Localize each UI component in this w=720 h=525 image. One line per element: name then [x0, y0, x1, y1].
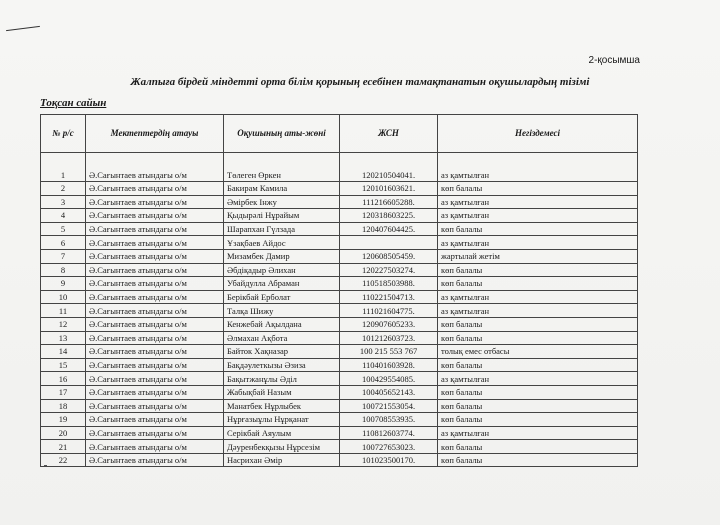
- iin-cell: 120608505459.: [340, 249, 438, 263]
- table-row: [41, 182, 638, 196]
- table-row: [41, 290, 638, 304]
- school-cell: Ә.Сағынтаев атындағы о/м: [86, 304, 224, 318]
- student-name-cell: Жабықбай Назым: [224, 385, 340, 399]
- iin-cell: 100727653023.: [340, 440, 438, 454]
- basis-cell: жартылай жетім: [438, 249, 638, 263]
- row-number: 21: [41, 440, 86, 454]
- col-header-number: № р/с: [41, 115, 86, 153]
- student-name-cell: Нұрғазыұлы Нұрқанат: [224, 413, 340, 427]
- table-row: [41, 153, 638, 182]
- basis-cell: аз қамтылған: [438, 209, 638, 223]
- school-cell: Ә.Сағынтаев атындағы о/м: [86, 153, 224, 182]
- iin-cell: 120907605233.: [340, 317, 438, 331]
- student-name-cell: Байток Хақназар: [224, 345, 340, 359]
- student-name-cell: Мизамбек Дамир: [224, 249, 340, 263]
- basis-cell: аз қамтылған: [438, 153, 638, 182]
- student-name-cell: Серікбай Аяулым: [224, 426, 340, 440]
- table-row: [41, 413, 638, 427]
- school-cell: Ә.Сағынтаев атындағы о/м: [86, 277, 224, 291]
- row-number: 17: [41, 385, 86, 399]
- table-row: [41, 399, 638, 413]
- iin-cell: 101212603723.: [340, 331, 438, 345]
- basis-cell: толық емес отбасы: [438, 345, 638, 359]
- table-row: [41, 358, 638, 372]
- row-number: 4: [41, 209, 86, 223]
- school-cell: Ә.Сағынтаев атындағы о/м: [86, 399, 224, 413]
- row-number: 1: [41, 153, 86, 182]
- basis-cell: көп балалы: [438, 440, 638, 454]
- school-cell: Ә.Сағынтаев атындағы о/м: [86, 182, 224, 196]
- table-row: [41, 304, 638, 318]
- student-name-cell: Насрихан Әмір: [224, 453, 340, 467]
- student-name-cell: Әлмахан Ақбота: [224, 331, 340, 345]
- school-cell: Ә.Сағынтаев атындағы о/м: [86, 358, 224, 372]
- table-row: [41, 426, 638, 440]
- table-row: [41, 331, 638, 345]
- table-header-row: [41, 115, 638, 153]
- table-row: [41, 345, 638, 359]
- row-number: 20: [41, 426, 86, 440]
- iin-cell: 110812603774.: [340, 426, 438, 440]
- school-cell: Ә.Сағынтаев атындағы о/м: [86, 440, 224, 454]
- school-cell: Ә.Сағынтаев атындағы о/м: [86, 426, 224, 440]
- table-row: [41, 263, 638, 277]
- basis-cell: көп балалы: [438, 277, 638, 291]
- basis-cell: көп балалы: [438, 453, 638, 467]
- table-row: [41, 209, 638, 223]
- iin-cell: 101023500170.: [340, 453, 438, 467]
- student-name-cell: Убайдулла Абраман: [224, 277, 340, 291]
- basis-cell: көп балалы: [438, 413, 638, 427]
- scan-speck: [44, 465, 47, 466]
- iin-cell: 110401603928.: [340, 358, 438, 372]
- table-row: [41, 385, 638, 399]
- table-row: [41, 236, 638, 250]
- col-header-school: Мектептердің атауы: [86, 115, 224, 153]
- basis-cell: көп балалы: [438, 182, 638, 196]
- iin-cell: 120227503274.: [340, 263, 438, 277]
- basis-cell: көп балалы: [438, 385, 638, 399]
- col-header-iin: ЖСН: [340, 115, 438, 153]
- row-number: 2: [41, 182, 86, 196]
- student-name-cell: Шарапхан Гүлзада: [224, 222, 340, 236]
- student-name-cell: Бакирам Камила: [224, 182, 340, 196]
- row-number: 16: [41, 372, 86, 386]
- pen-mark: [6, 26, 40, 31]
- document-title: Жалпыға бірдей міндетті орта білім қорының есебінен тамақтанатын оқушылардың тізімі: [130, 76, 590, 88]
- iin-cell: 111216605288.: [340, 195, 438, 209]
- iin-cell: 120101603621.: [340, 182, 438, 196]
- school-cell: Ә.Сағынтаев атындағы о/м: [86, 195, 224, 209]
- school-cell: Ә.Сағынтаев атындағы о/м: [86, 249, 224, 263]
- basis-cell: көп балалы: [438, 222, 638, 236]
- row-number: 14: [41, 345, 86, 359]
- basis-cell: аз қамтылған: [438, 304, 638, 318]
- students-table: [40, 114, 638, 467]
- row-number: 18: [41, 399, 86, 413]
- basis-cell: көп балалы: [438, 331, 638, 345]
- basis-cell: көп балалы: [438, 317, 638, 331]
- basis-cell: аз қамтылған: [438, 426, 638, 440]
- basis-cell: көп балалы: [438, 263, 638, 277]
- row-number: 15: [41, 358, 86, 372]
- iin-cell: [340, 236, 438, 250]
- table-row: [41, 277, 638, 291]
- basis-cell: аз қамтылған: [438, 195, 638, 209]
- basis-cell: көп балалы: [438, 399, 638, 413]
- school-cell: Ә.Сағынтаев атындағы о/м: [86, 290, 224, 304]
- row-number: 13: [41, 331, 86, 345]
- student-name-cell: Дәуренбекқызы Нұрсезім: [224, 440, 340, 454]
- student-name-cell: Талқа Шижу: [224, 304, 340, 318]
- iin-cell: 110221504713.: [340, 290, 438, 304]
- iin-cell: 100708553935.: [340, 413, 438, 427]
- row-number: 9: [41, 277, 86, 291]
- basis-cell: аз қамтылған: [438, 290, 638, 304]
- student-name-cell: Бақдәулеткызы Әзиза: [224, 358, 340, 372]
- school-cell: Ә.Сағынтаев атындағы о/м: [86, 345, 224, 359]
- table-row: [41, 249, 638, 263]
- student-name-cell: Әмірбек Інжу: [224, 195, 340, 209]
- row-number: 11: [41, 304, 86, 318]
- iin-cell: 120407604425.: [340, 222, 438, 236]
- student-name-cell: Әбдіқадыр Әлихан: [224, 263, 340, 277]
- table-row: [41, 372, 638, 386]
- school-cell: Ә.Сағынтаев атындағы о/м: [86, 385, 224, 399]
- student-name-cell: Бақытжанұлы Әділ: [224, 372, 340, 386]
- student-name-cell: Манатбек Нұрлыбек: [224, 399, 340, 413]
- iin-cell: 100 215 553 767: [340, 345, 438, 359]
- basis-cell: аз қамтылған: [438, 372, 638, 386]
- basis-cell: көп балалы: [438, 358, 638, 372]
- school-cell: Ә.Сағынтаев атындағы о/м: [86, 222, 224, 236]
- iin-cell: 100429554085.: [340, 372, 438, 386]
- school-cell: Ә.Сағынтаев атындағы о/м: [86, 209, 224, 223]
- row-number: 3: [41, 195, 86, 209]
- school-cell: Ә.Сағынтаев атындағы о/м: [86, 413, 224, 427]
- iin-cell: 100721553054.: [340, 399, 438, 413]
- col-header-basis: Негіздемесі: [438, 115, 638, 153]
- row-number: 22: [41, 453, 86, 467]
- table-row: [41, 440, 638, 454]
- iin-cell: 120318603225.: [340, 209, 438, 223]
- school-cell: Ә.Сағынтаев атындағы о/м: [86, 317, 224, 331]
- period-subtitle: Тоқсан сайын: [40, 97, 107, 109]
- student-name-cell: Төлеген Өркен: [224, 153, 340, 182]
- student-name-cell: Ұзақбаев Айдос: [224, 236, 340, 250]
- table-row: [41, 195, 638, 209]
- school-cell: Ә.Сағынтаев атындағы о/м: [86, 236, 224, 250]
- row-number: 7: [41, 249, 86, 263]
- basis-cell: аз қамтылған: [438, 236, 638, 250]
- iin-cell: 120210504041.: [340, 153, 438, 182]
- iin-cell: 110518503988.: [340, 277, 438, 291]
- school-cell: Ә.Сағынтаев атындағы о/м: [86, 263, 224, 277]
- row-number: 8: [41, 263, 86, 277]
- row-number: 5: [41, 222, 86, 236]
- iin-cell: 100405652143.: [340, 385, 438, 399]
- row-number: 19: [41, 413, 86, 427]
- table-row: [41, 317, 638, 331]
- iin-cell: 111021604775.: [340, 304, 438, 318]
- table-row: [41, 453, 638, 467]
- school-cell: Ә.Сағынтаев атындағы о/м: [86, 331, 224, 345]
- row-number: 6: [41, 236, 86, 250]
- col-header-student: Оқушының аты-жөні: [224, 115, 340, 153]
- student-name-cell: Кенжебай Ақылдана: [224, 317, 340, 331]
- school-cell: Ә.Сағынтаев атындағы о/м: [86, 453, 224, 467]
- student-name-cell: Қыдырәлі Нұрайым: [224, 209, 340, 223]
- row-number: 10: [41, 290, 86, 304]
- annex-label: 2-қосымша: [588, 55, 640, 66]
- row-number: 12: [41, 317, 86, 331]
- table-row: [41, 222, 638, 236]
- student-name-cell: Берікбай Ерболат: [224, 290, 340, 304]
- school-cell: Ә.Сағынтаев атындағы о/м: [86, 372, 224, 386]
